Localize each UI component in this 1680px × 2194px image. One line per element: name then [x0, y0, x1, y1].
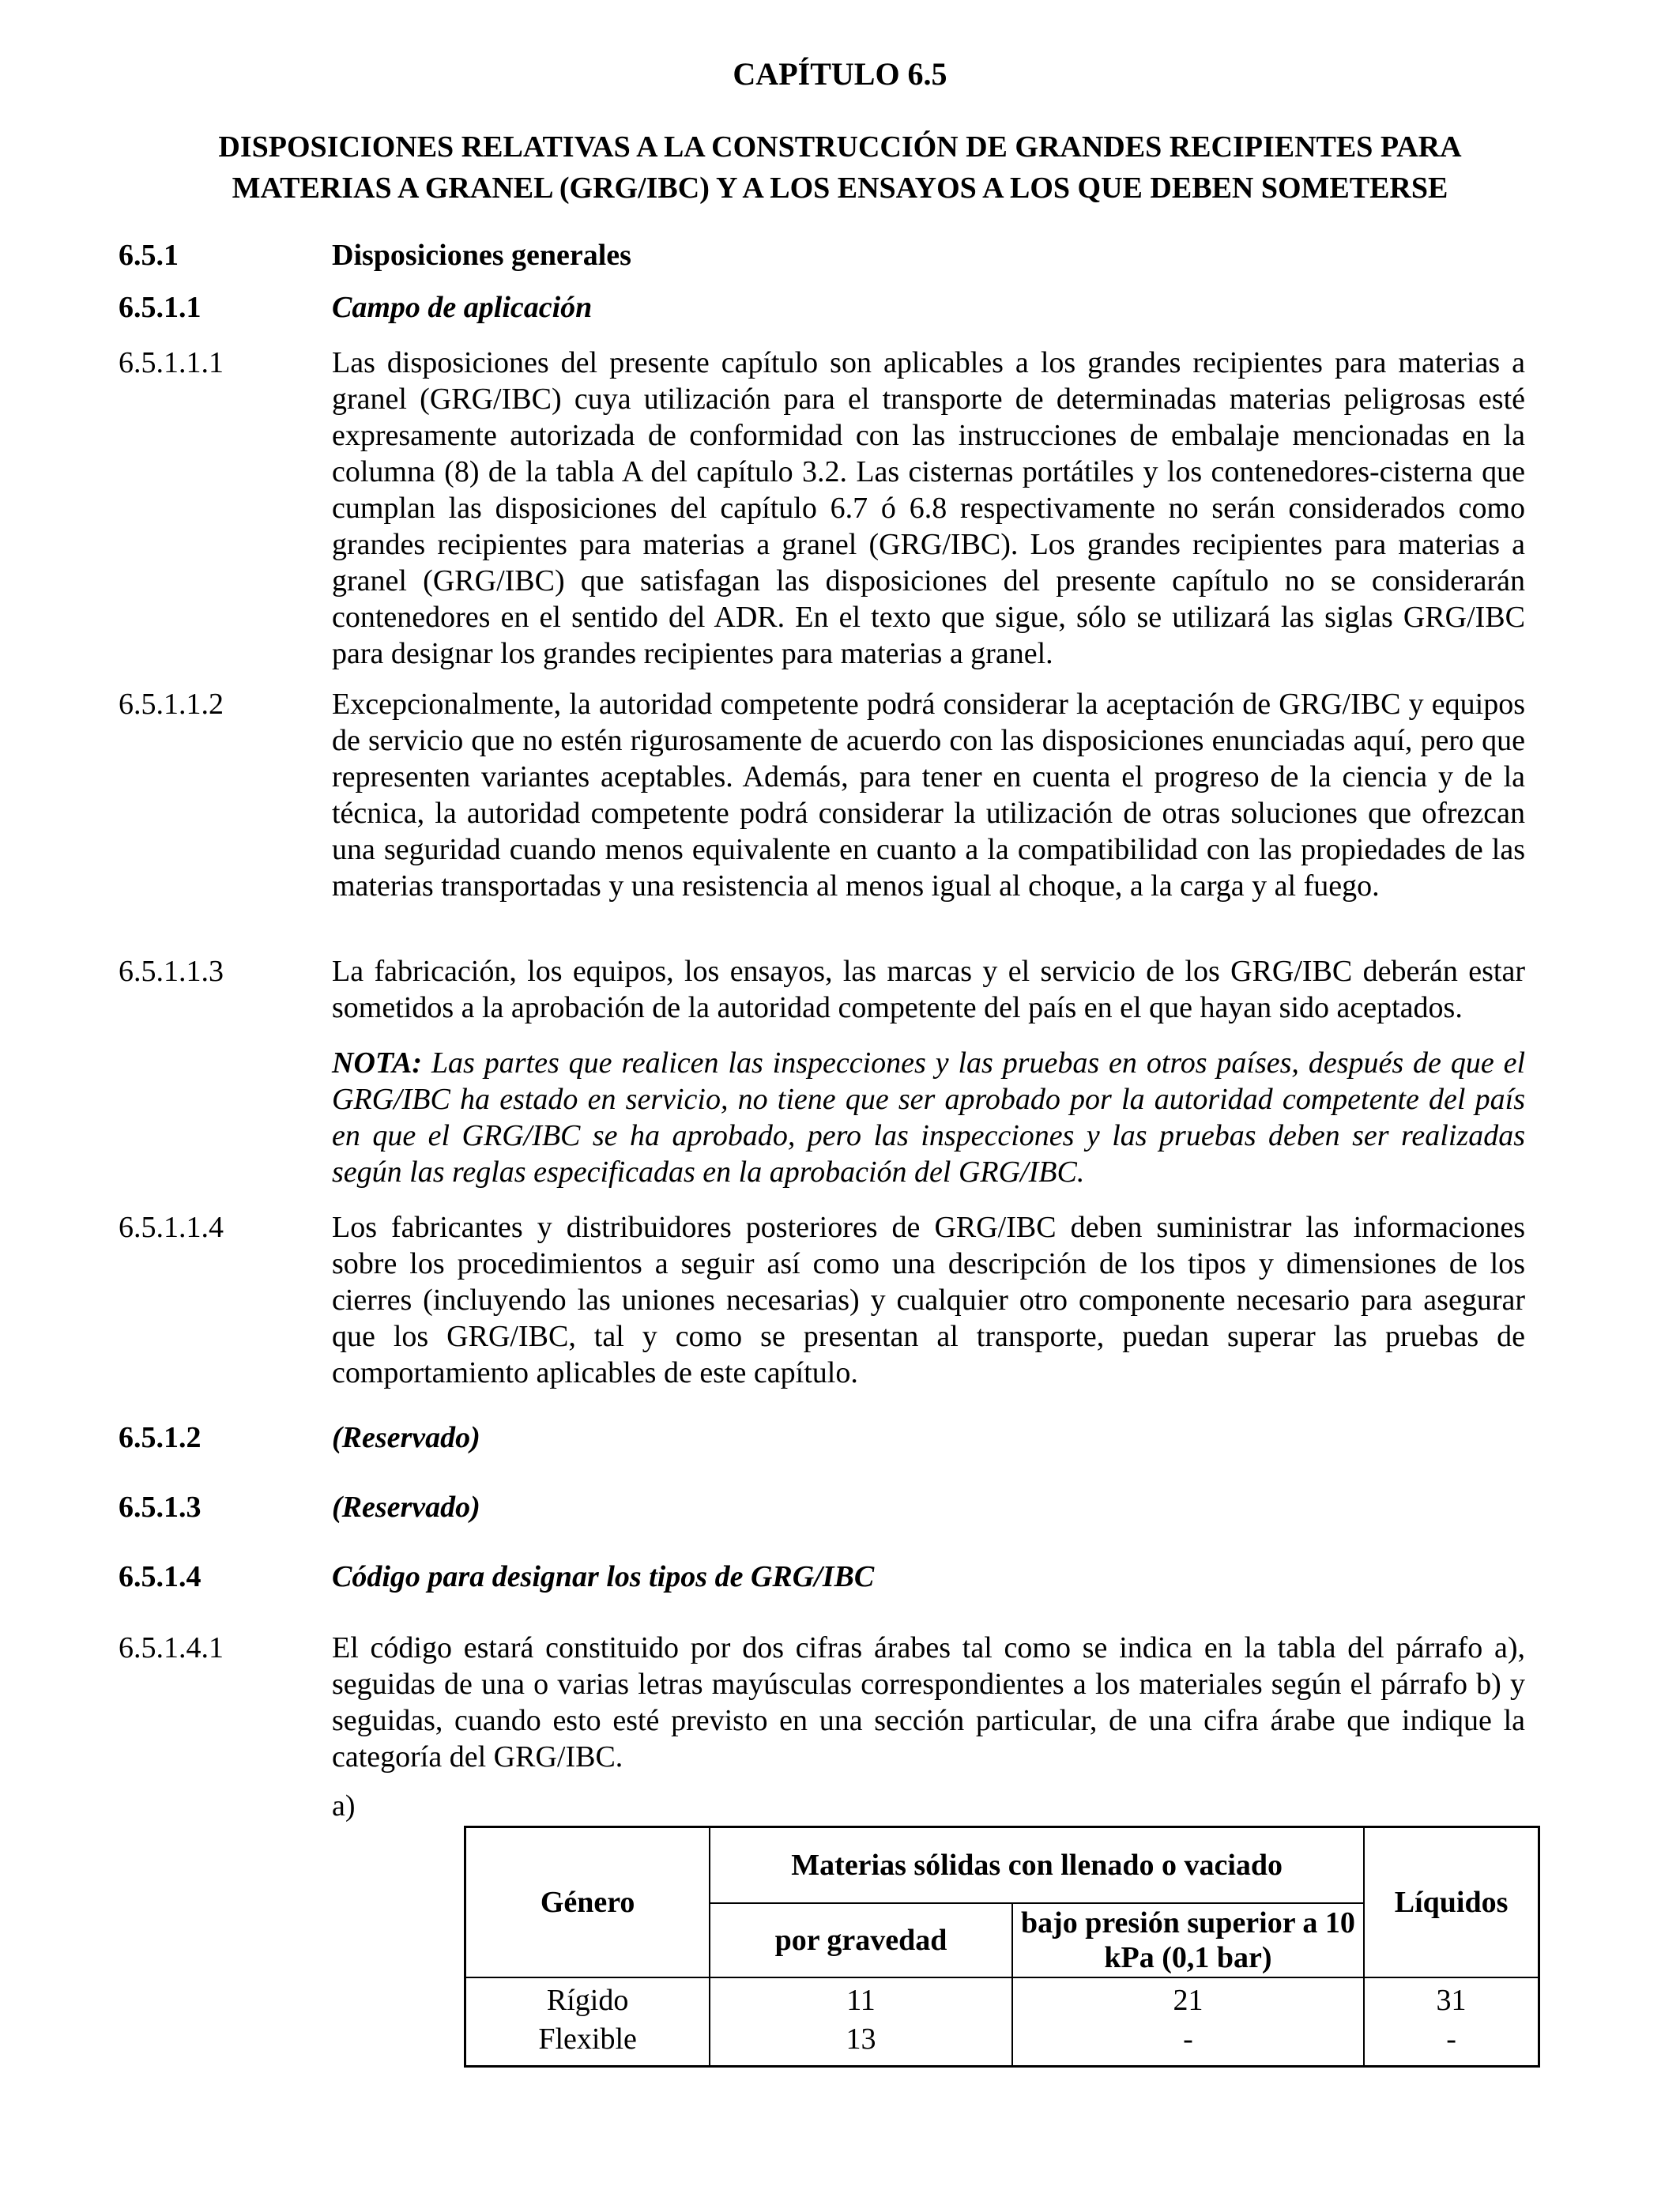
paragraph-text: Los fabricantes y distribuidores posteriores de GRG/IBC deben suministrar las informaciones sobre los procedimientos a seguir así como una descripción de los tipos y dimensiones de los cierres (incluyendo las uniones necesarias) y cualquier otro componente necesario para asegurar que los GRG/IBC, tal y como se presentan al transporte, puedan superar las pruebas de comportamiento aplicables de este capítulo. [332, 1211, 1525, 1389]
section-number: 6.5.1.2 [119, 1421, 202, 1454]
paragraph-number: 6.5.1.1.4 [119, 1211, 224, 1244]
section-heading: Código para designar los tipos de GRG/IBC [332, 1560, 875, 1593]
note-body: Las partes que realicen las inspecciones y las pruebas en otros países, después de que el GRG/IBC ha estado en servicio, no tiene que ser aprobado por la autoridad competente del país en que el GRG/IBC se ha aprobado, pero las inspecciones y las pruebas deben ser realizadas según las reglas especificadas en la aprobación del GRG/IBC. [332, 1046, 1526, 1189]
section-heading: (Reservado) [332, 1491, 480, 1524]
cell-gravedad: 13 [710, 2019, 1012, 2067]
table-label: a) [332, 1789, 356, 1823]
paragraph-text: El código estará constituido por dos cifras árabes tal como se indica en la tabla del párrafo a), seguidas de una o varias letras mayúsculas correspondientes a los materiales según el párrafo b) y seguidas, cuando esto esté previsto en una sección particular, de una cifra árabe que indique la categoría del GRG/IBC. [332, 1631, 1525, 1774]
cell-genero: Flexible [465, 2019, 710, 2067]
header-materias-solidas: Materias sólidas con llenado o vaciado [710, 1827, 1364, 1904]
cell-liquidos: - [1446, 2022, 1456, 2056]
table-row [465, 1977, 1539, 2019]
cell-presion: - [1012, 2019, 1364, 2067]
chapter-title: CAPÍTULO 6.5 [733, 56, 947, 92]
header-bajo-presion: bajo presión superior a 10 kPa (0,1 bar) [1012, 1903, 1364, 1977]
paragraph-text: Excepcionalmente, la autoridad competente podrá considerar la aceptación de GRG/IBC y equipos de servicio que no estén rigurosamente de acuerdo con las disposiciones enunciadas aquí, pero que representen variantes aceptables. Además, para tener en cuenta el progreso de la ciencia y de la técnica, la autoridad competente podrá considerar la utilización de otras soluciones que ofrezcan una seguridad cuando menos equivalente en cuanto a la compatibilidad con las propiedades de las materias transportadas y una resistencia al menos igual al choque, a la carga y al fuego. [332, 688, 1525, 903]
paragraph-text: La fabricación, los equipos, los ensayos, las marcas y el servicio de los GRG/IBC deberán estar sometidos a la aprobación de la autoridad competente del país en el que hayan sido aceptados. [332, 955, 1525, 1024]
cell-gravedad: 11 [710, 1977, 1012, 2019]
section-heading: (Reservado) [332, 1421, 480, 1454]
chapter-subtitle-line-2: MATERIAS A GRANEL (GRG/IBC) Y A LOS ENSAYOS A LOS QUE DEBEN SOMETERSE [232, 172, 1448, 205]
section-heading: Campo de aplicación [332, 291, 593, 324]
section-number: 6.5.1.3 [119, 1491, 202, 1524]
note-text [332, 1045, 1525, 1190]
section-heading: Disposiciones generales [332, 239, 631, 272]
chapter-subtitle-line-1: DISPOSICIONES RELATIVAS A LA CONSTRUCCIÓN DE GRANDES RECIPIENTES PARA [218, 130, 1462, 164]
section-number: 6.5.1.4 [119, 1560, 202, 1593]
cell-genero: Rígido [465, 1977, 710, 2019]
header-liquidos: Líquidos [1364, 1827, 1539, 1978]
header-genero: Género [465, 1827, 710, 1978]
paragraph-number: 6.5.1.1.1 [119, 346, 224, 379]
paragraph-number: 6.5.1.4.1 [119, 1631, 224, 1664]
paragraph-number: 6.5.1.1.2 [119, 688, 224, 721]
paragraph-text: Las disposiciones del presente capítulo son aplicables a los grandes recipientes para materias a granel (GRG/IBC) cuya utilización para el transporte de determinadas materias peligrosas esté expresamente autorizada de conformidad con las instrucciones de embalaje mencionadas en la columna (8) de la tabla A del capítulo 3.2. Las cisternas portátiles y los contenedores-cisterna que cumplan las disposiciones del capítulo 6.7 ó 6.8 respectivamente no serán considerados como grandes recipientes para materias a granel (GRG/IBC). Los grandes recipientes para materias a granel (GRG/IBC) que satisfagan las disposiciones del presente capítulo no se considerarán contenedores en el sentido del ADR. En el texto que sigue, sólo se utilizará las siglas GRG/IBC para designar los grandes recipientes para materias a granel. [332, 346, 1525, 670]
ibc-code-table [464, 1826, 1540, 2068]
note-label: NOTA: [332, 1046, 422, 1080]
chapter-subtitle [119, 126, 1561, 209]
section-number: 6.5.1.1 [119, 291, 202, 324]
table-row [465, 2019, 1539, 2067]
section-number: 6.5.1 [119, 239, 179, 272]
cell-presion: 21 [1012, 1977, 1364, 2019]
paragraph-number: 6.5.1.1.3 [119, 955, 224, 988]
cell-liquidos: 31 [1436, 1984, 1467, 2017]
header-por-gravedad: por gravedad [710, 1903, 1012, 1977]
